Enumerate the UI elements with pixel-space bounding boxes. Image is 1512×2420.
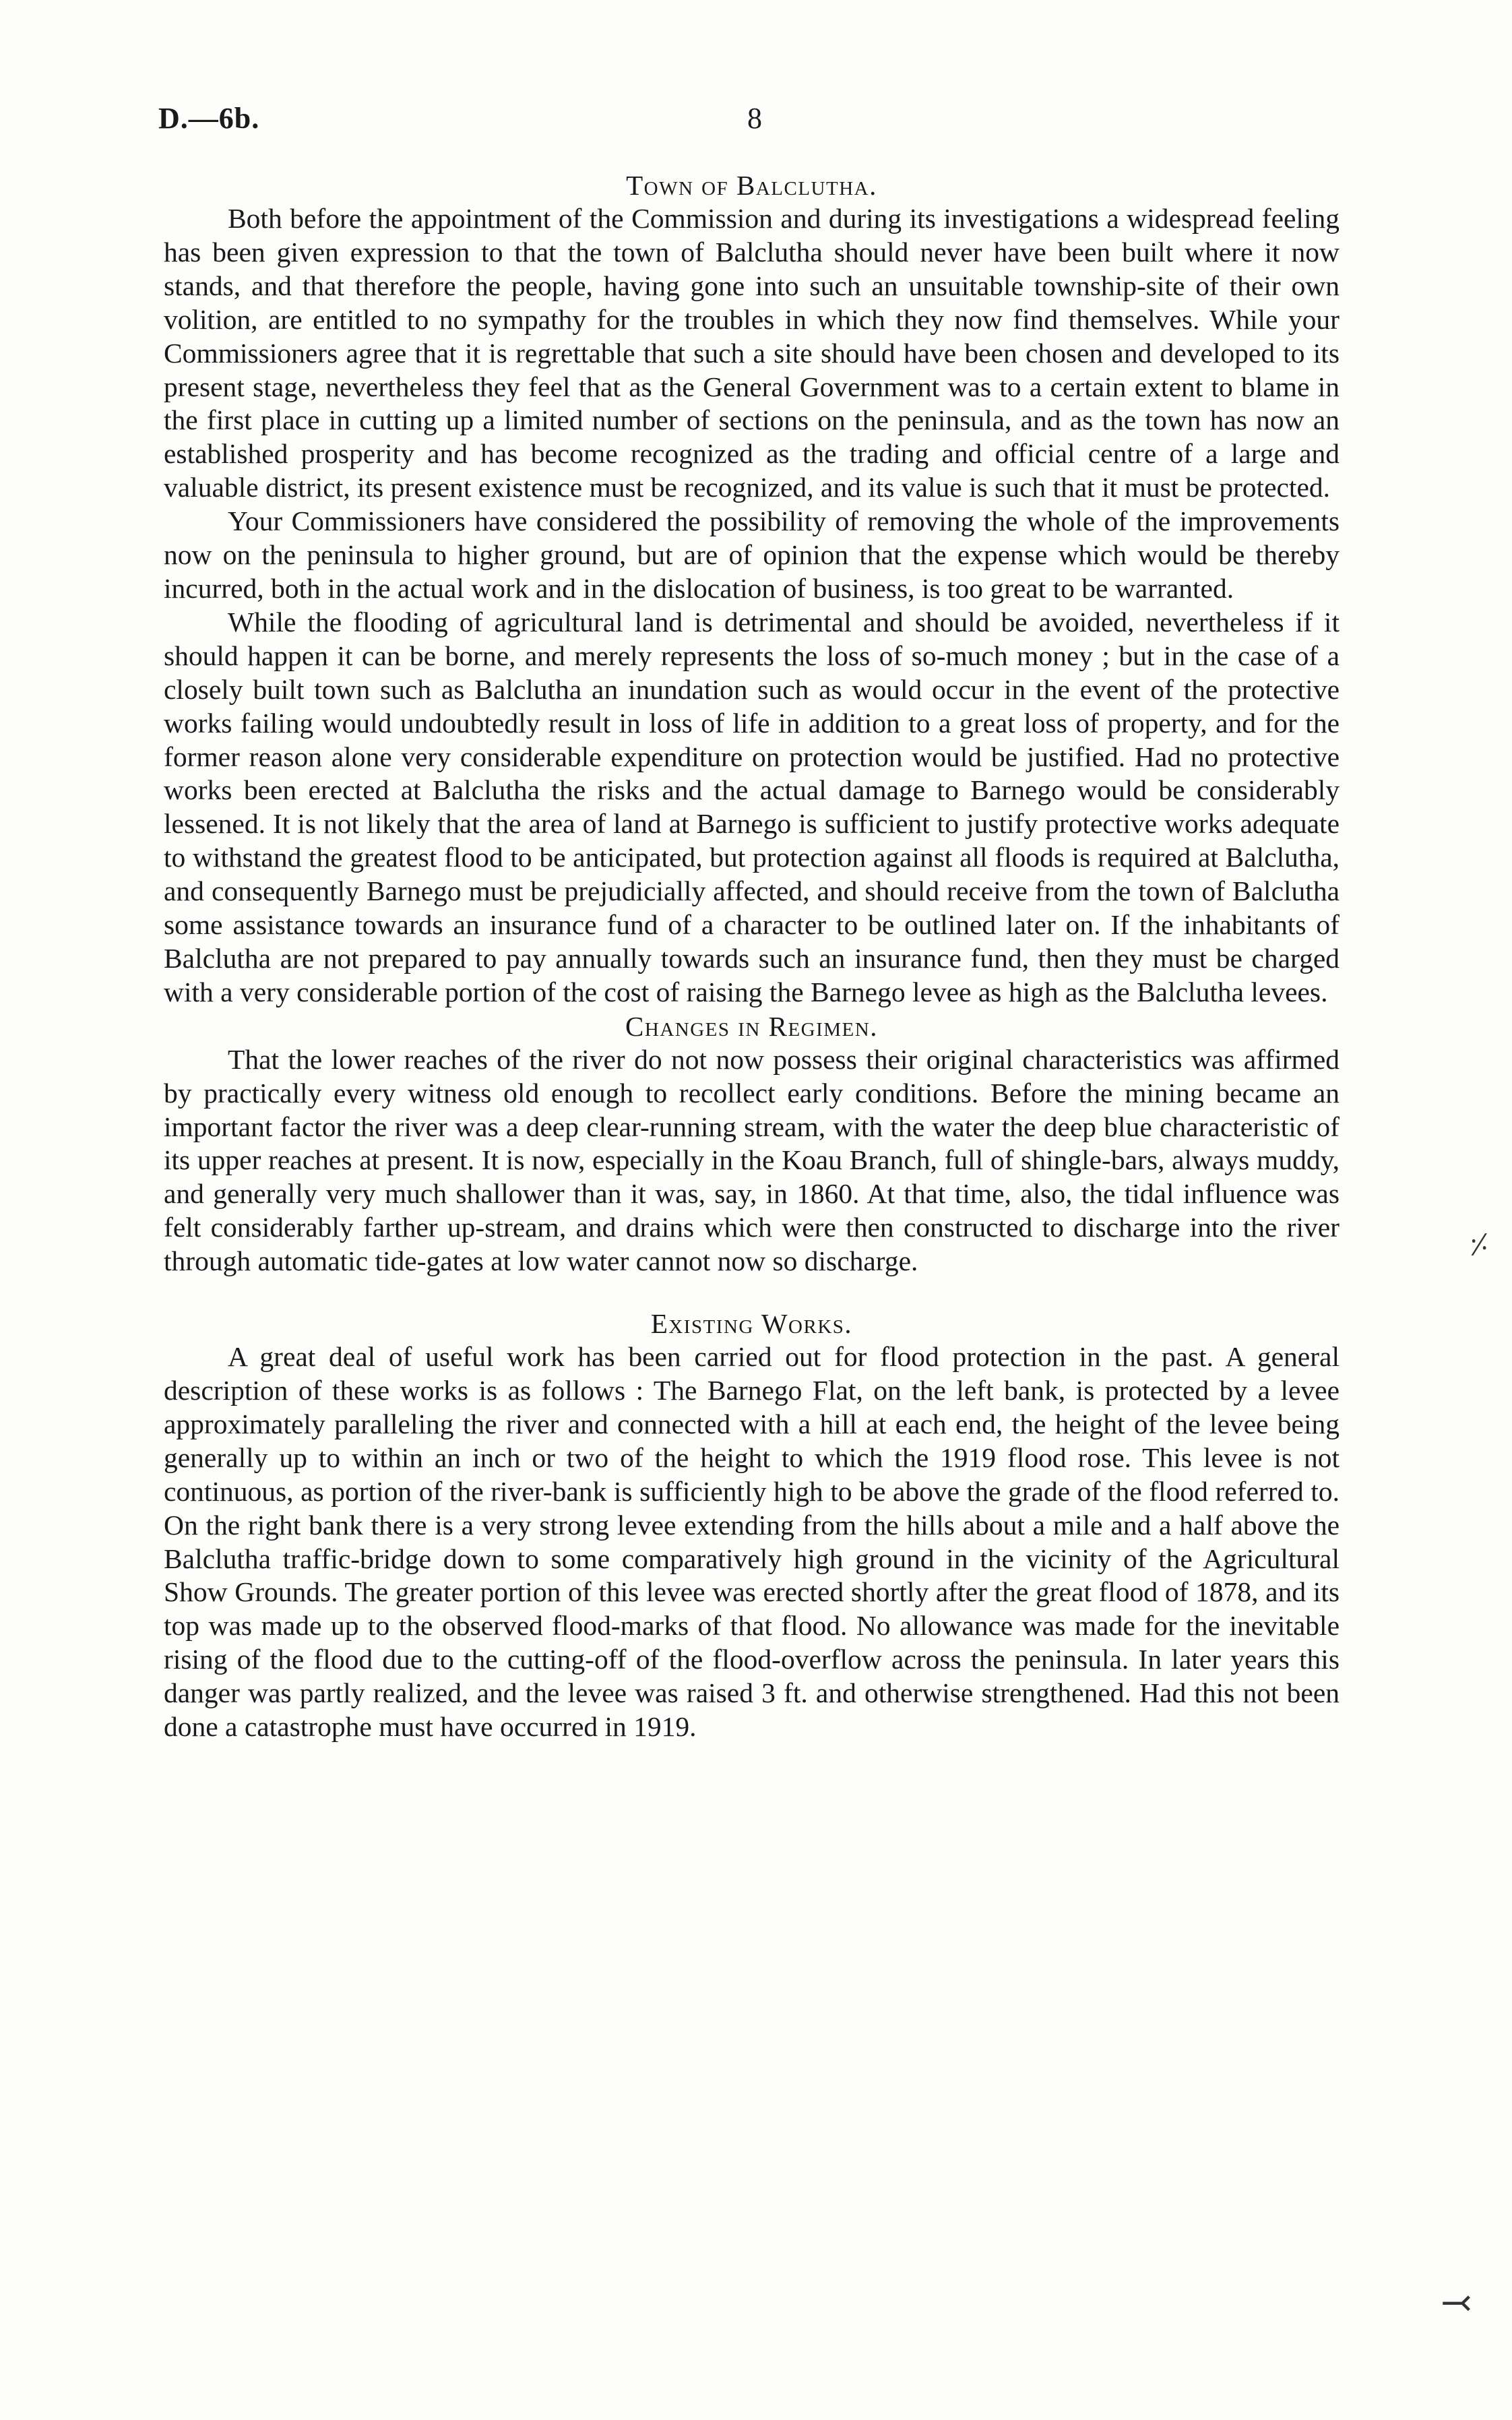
section-existing-works xyxy=(164,1307,1340,1744)
margin-tick-mark: ⤙ xyxy=(1441,2283,1472,2324)
section-heading: Changes in Regimen. xyxy=(625,1010,878,1042)
paragraph: That the lower reaches of the river do not now possess their original characteristics was affirmed by practically every witness old enough to recollect early conditions. Before the mining became an important factor the river was a deep clear-running stream, with the water the deep blue characteristic of its upper reaches at present. It is now, especially in the Koau Branch, full of shingle-bars, always muddy, and generally very much shallower than it was, say, in 1860. At that time, also, the tidal influence was felt considerably farther up-stream, and drains which were then constructed to discharge into the river through automatic tide-gates at low water cannot now so discharge. xyxy=(164,1043,1340,1277)
document-reference: D.—6b. xyxy=(158,102,260,135)
paragraph: Both before the appointment of the Commission and during its investigations a widespread feeling has been given expression to that the town of Balclutha should never have been built where it now stands, and that therefore the people, having gone into such an unsuitable township-site of their own volition, are entitled to no sympathy for the troubles in which they now find themselves. While your Commissioners agree that it is regrettable that such a site should have been chosen and developed to its present stage, nevertheless they feel that as the General Government was to a certain extent to blame in the first place in cutting up a limited number of sections on the peninsula, and as the town has now an established prosperity and has become recognized as the trading and official centre of a large and valuable district, its present existence must be recognized, and its value is such that it must be protected. xyxy=(164,203,1340,503)
section-heading: Town of Balclutha. xyxy=(626,170,877,201)
section-changes-in-regimen xyxy=(164,1010,1340,1278)
document-body xyxy=(164,168,1340,1744)
section-town-of-balclutha xyxy=(164,168,1340,1010)
paragraph: A great deal of useful work has been carried out for flood protection in the past. A general description of these works is as follows : The Barnego Flat, on the left bank, is protected by a levee approximately paralleling the river and connected with a hill at each end, the height of the levee being generally up to within an inch or two of the height to which the 1919 flood rose. This levee is not continuous, as portion of the river-bank is sufficiently high to be above the grade of the flood referred to. On the right bank there is a very strong levee extending from the hills about a mile and a half above the Balclutha traffic-bridge down to some comparatively high ground in the vicinity of the Agricultural Show Grounds. The greater portion of this levee was erected shortly after the great flood of 1878, and its top was made up to the observed flood-marks of that flood. No allowance was made for the inevitable rising of the flood due to the cutting-off of the flood-overflow across the peninsula. In later years this danger was partly realized, and the levee was raised 3 ft. and otherwise strengthened. Had this not been done a catastrophe must have occurred in 1919. xyxy=(164,1341,1340,1743)
paragraph: Your Commissioners have considered the possibility of removing the whole of the improvements now on the peninsula to higher ground, but are of opinion that the expense which would be thereby incurred, both in the actual work and in the dislocation of business, is too great to be warranted. xyxy=(164,505,1340,604)
page-header xyxy=(158,101,1351,142)
margin-tick-mark: ⸓ xyxy=(1469,1228,1490,1262)
section-heading: Existing Works. xyxy=(650,1308,853,1340)
paragraph: While the flooding of agricultural land is detrimental and should be avoided, nevertheless if it should happen it can be borne, and merely represents the loss of so-much money ; but in the case of a closely built town such as Balclutha an inundation such as would occur in the event of the protective works failing would undoubtedly result in loss of life in addition to a great loss of property, and for the former reason alone very considerable expenditure on protection would be justified. Had no protective works been erected at Balclutha the risks and the actual damage to Barnego would be considerably lessened. It is not likely that the area of land at Barnego is sufficient to justify protective works adequate to withstand the greatest flood to be anticipated, but protection against all floods is required at Balclutha, and consequently Barnego must be prejudicially affected, and should receive from the town of Balclutha some assistance towards an insurance fund of a character to be outlined later on. If the inhabitants of Balclutha are not prepared to pay annually towards such an insurance fund, then they must be charged with a very considerable portion of the cost of raising the Barnego levee as high as the Balclutha levees. xyxy=(164,606,1340,1007)
page-number: 8 xyxy=(747,102,762,135)
